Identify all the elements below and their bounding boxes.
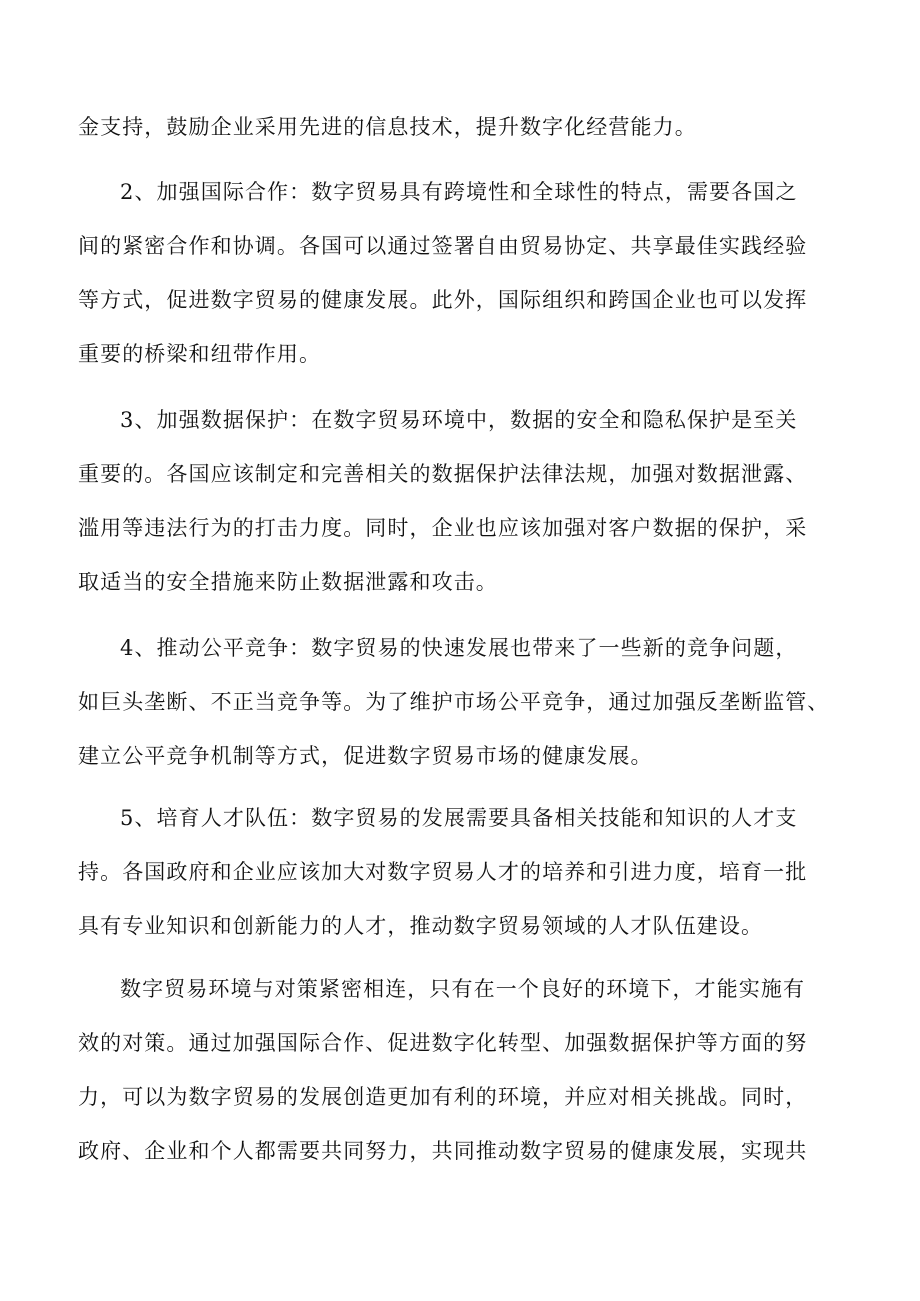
paragraph-5-line-1: 效的对策。通过加强国际合作、促进数字化转型、加强数据保护等方面的努	[78, 1031, 808, 1055]
paragraph-4-line-1: 持。各国政府和企业应该加大对数字贸易人才的培养和引进力度，培育一批	[78, 860, 808, 884]
paragraph-2-line-3: 取适当的安全措施来防止数据泄露和攻击。	[78, 570, 498, 594]
paragraph-1-line-2: 等方式，促进数字贸易的健康发展。此外，国际组织和跨国企业也可以发挥	[78, 288, 808, 312]
paragraph-3-line-2: 建立公平竞争机制等方式，促进数字贸易市场的健康发展。	[78, 744, 653, 768]
paragraph-1-line-1: 间的紧密合作和协调。各国可以通过签署自由贸易协定、共享最佳实践经验	[78, 234, 808, 258]
paragraph-4-line-2: 具有专业知识和创新能力的人才，推动数字贸易领域的人才队伍建设。	[78, 914, 764, 938]
paragraph-5-line-2: 力，可以为数字贸易的发展创造更加有利的环境，并应对相关挑战。同时，	[78, 1085, 808, 1109]
paragraph-2-line-1: 重要的。各国应该制定和完善相关的数据保护法律法规，加强对数据泄露、	[78, 462, 808, 486]
paragraph-5-line-0: 数字贸易环境与对策紧密相连，只有在一个良好的环境下，才能实施有	[120, 977, 806, 1001]
paragraph-3-line-1: 如巨头垄断、不正当竞争等。为了维护市场公平竞争，通过加强反垄断监管、	[78, 690, 830, 714]
paragraph-5-line-3: 政府、企业和个人都需要共同努力，共同推动数字贸易的健康发展，实现共	[78, 1139, 808, 1163]
paragraph-3-line-0: 4、推动公平竞争：数字贸易的快速发展也带来了一些新的竞争问题，	[120, 636, 798, 660]
paragraph-1-line-0: 2、加强国际合作：数字贸易具有跨境性和全球性的特点，需要各国之	[120, 180, 798, 204]
paragraph-2-line-0: 3、加强数据保护：在数字贸易环境中，数据的安全和隐私保护是至关	[120, 408, 798, 432]
paragraph-2-line-2: 滥用等违法行为的打击力度。同时，企业也应该加强对客户数据的保护，采	[78, 516, 808, 540]
paragraph-1-line-3: 重要的桥梁和纽带作用。	[78, 342, 322, 366]
paragraph-4-line-0: 5、培育人才队伍：数字贸易的发展需要具备相关技能和知识的人才支	[120, 806, 798, 830]
paragraph-0-line-0: 金支持，鼓励企业采用先进的信息技术，提升数字化经营能力。	[78, 115, 697, 139]
